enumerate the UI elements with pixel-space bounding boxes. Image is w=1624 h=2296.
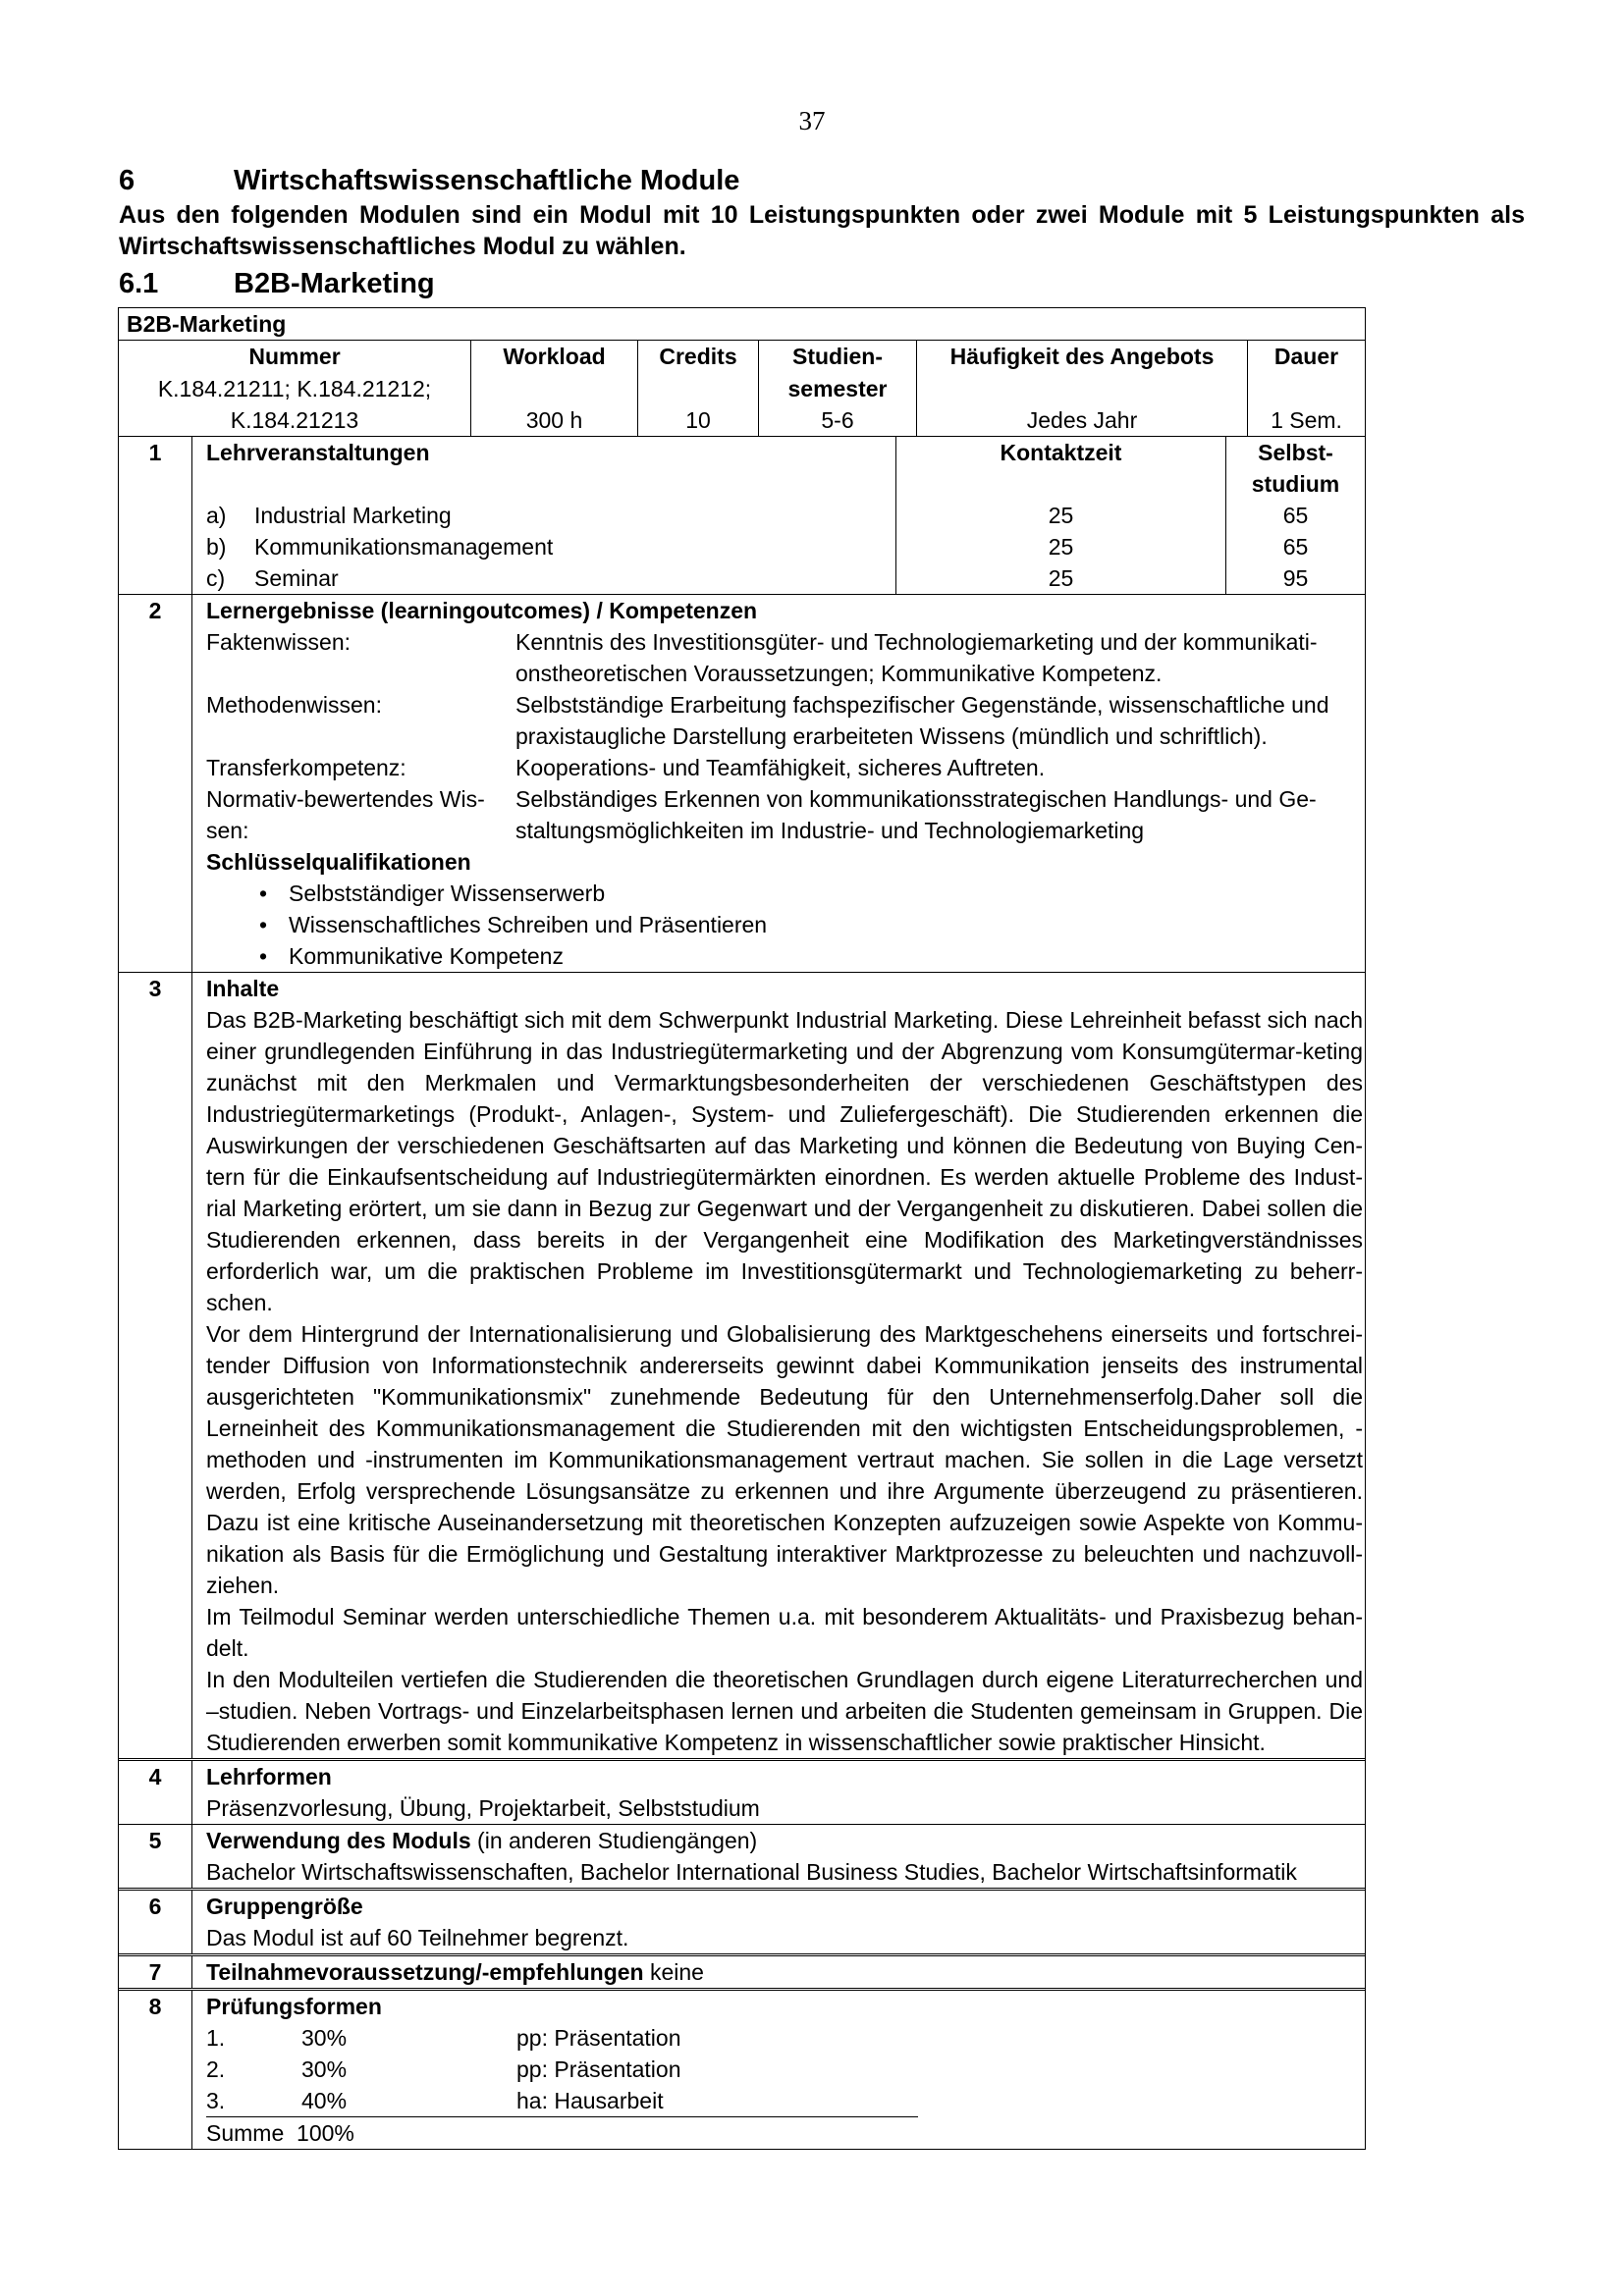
nummer-line1: K.184.21211; K.184.21212;: [157, 375, 432, 401]
sum-label: Summe: [206, 2120, 285, 2146]
duration-label: Dauer: [1273, 344, 1339, 369]
course-item: [206, 500, 895, 531]
table-title: B2B-Marketing: [127, 311, 287, 337]
contents-paragraph: In den Modulteilen vertiefen die Studierenden die theoretischen Grundlagen durch eigene Literaturrecherchen und –studien. Neben Vortrags- und Einzelarbeitsphasen lernen und arbeiten die Studenten gemeinsam in Gruppen. Die Studierenden erwerben somit kommunikative Kompetenz in wissenschaftlicher sowie praktischer Hinsicht.: [206, 1667, 1363, 1755]
course-item: [206, 562, 895, 594]
section-row-8: [119, 1988, 1365, 2149]
subsection-heading: [119, 268, 435, 300]
exam-percent: 40%: [301, 2088, 348, 2113]
contents-paragraph: Im Teilmodul Seminar werden unterschiedliche Themen u.a. mit besonderem Aktualitäts- und Praxisbezug behan-delt.: [206, 1604, 1363, 1661]
subsection-number: 6.1: [119, 268, 159, 299]
usage-title-suffix: (in anderen Studiengängen): [470, 1828, 758, 1853]
courses-title: Lehrveranstaltungen: [206, 440, 430, 465]
subsection-title: B2B-Marketing: [234, 268, 435, 299]
list-item: • Kommunikative Kompetenz: [259, 940, 1365, 972]
contents-title: Inhalte: [206, 976, 280, 1001]
usage-title: Verwendung des Moduls: [206, 1828, 471, 1853]
exam-item: [206, 2022, 915, 2054]
course-item: [206, 531, 895, 562]
course-name: Kommunikationsmanagement: [254, 534, 554, 560]
nummer-label: Nummer: [248, 344, 341, 369]
prerequisites-title: Teilnahmevoraussetzung/-empfehlungen: [206, 1959, 644, 1985]
row-number: 5: [119, 1825, 192, 1888]
contact-time-value: 25: [1048, 534, 1074, 560]
row-number: 2: [119, 595, 192, 972]
credits-label: Credits: [659, 344, 737, 369]
exam-item: [206, 2054, 915, 2085]
frequency-value: Jedes Jahr: [1026, 407, 1138, 433]
contact-time-value: 25: [1048, 503, 1074, 528]
key-qualifications-title: Schlüsselqualifikationen: [206, 849, 471, 875]
table-title-row: [119, 308, 1365, 340]
outcomes-title: Lernergebnisse (learningoutcomes) / Kompetenzen: [206, 598, 758, 623]
section-row-7: [119, 1953, 1365, 1988]
exam-type: pp: Präsentation: [516, 2025, 681, 2051]
contact-time-value: 25: [1048, 565, 1074, 591]
intro-text: Aus den folgenden Modulen sind ein Modul mit 10 Leistungspunkten oder zwei Module mit 5 Leistungspunkten als Wirtschaftswissenschaftliches Modul zu wählen.: [119, 201, 1525, 260]
nummer-line2: K.184.21213: [230, 407, 359, 433]
competence-text: Selbstständige Erarbeitung fachspezifischer Gegenstände, wissenschaftliche und: [515, 692, 1329, 718]
course-letter: c): [206, 565, 226, 591]
competence-text: Kenntnis des Investitionsgüter- und Technologiemarketing und der kommunikati-: [515, 629, 1318, 655]
semester-cell: [759, 341, 917, 436]
group-size-text: Das Modul ist auf 60 Teilnehmer begrenzt.: [206, 1925, 629, 1950]
self-study-value: 65: [1282, 534, 1309, 560]
row-number: 8: [119, 1991, 192, 2149]
group-size-title: Gruppengröße: [206, 1894, 363, 1919]
section-row-1: [119, 436, 1365, 594]
competence-label: Methodenwissen:: [206, 692, 382, 718]
contact-time-label: Kontaktzeit: [1000, 440, 1122, 465]
exam-number: 1.: [206, 2025, 226, 2051]
usage-text: Bachelor Wirtschaftswissenschaften, Bachelor International Business Studies, Bachelor Wirtschaftsinformatik: [206, 1859, 1297, 1885]
row-number: 6: [119, 1891, 192, 1953]
course-letter: b): [206, 534, 227, 560]
list-item: • Selbstständiger Wissenserwerb: [259, 878, 1365, 909]
semester-label-2: semester: [787, 375, 888, 401]
course-name: Seminar: [254, 565, 339, 591]
self-study-label-2: studium: [1251, 471, 1340, 497]
section-row-5: [119, 1824, 1365, 1888]
credits-value: 10: [685, 407, 711, 433]
key-qualifications-list: [206, 878, 1365, 972]
competence-text: praxistaugliche Darstellung erarbeiteten Wissens (mündlich und schriftlich).: [515, 723, 1268, 749]
competence-methodenwissen: [206, 689, 1365, 752]
contents-paragraph: Das B2B-Marketing beschäftigt sich mit dem Schwerpunkt Industrial Marketing. Diese Lehreinheit befasst sich nach einer grundlegenden Einführung in das Industriegütermarketing und der Abgrenzung vom Konsumgütermar-keting zunächst mit den Merkmalen und Vermarktungsbesonderheiten der verschiedenen Geschäftstypen des Industriegütermarketings (Produkt-, Anlagen-, System- und Zuliefergeschäft). Die Studierenden erkennen die Auswirkungen der verschiedenen Geschäftsarten auf das Marketing und können die Bedeutung von Buying Cen-tern für die Einkaufsentscheidung auf Industriegütermärkten einordnen. Es werden aktuelle Probleme des Indust-rial Marketing erörtert, um sie dann in Bezug zur Gegenwart und der Vergangenheit zu diskutieren. Dabei sollen die Studierenden erkennen, dass bereits in der Vergangenheit eine Modifikation des Marketingverständnisses erforderlich war, um die praktischen Probleme im Investitionsgütermarkt und Technologiemarketing zu beherr-schen.: [206, 1007, 1363, 1315]
exam-forms-title: Prüfungsformen: [206, 1994, 382, 2019]
exam-percent: 30%: [301, 2025, 348, 2051]
self-study-value: 65: [1282, 503, 1309, 528]
exam-type: pp: Präsentation: [516, 2056, 681, 2082]
competence-text: Kooperations- und Teamfähigkeit, sicheres Auftreten.: [515, 755, 1046, 780]
semester-label-1: Studien-: [792, 344, 883, 369]
section-title: Wirtschaftswissenschaftliche Module: [234, 165, 740, 196]
frequency-cell: [917, 341, 1248, 436]
competence-label: Transferkompetenz:: [206, 755, 406, 780]
workload-label: Workload: [503, 344, 606, 369]
competence-transfer: [206, 752, 1365, 783]
section-row-6: [119, 1888, 1365, 1953]
section-row-2: [119, 594, 1365, 972]
section-heading: [119, 165, 739, 197]
competence-label: sen:: [206, 818, 249, 843]
row-number: 1: [119, 437, 192, 594]
teaching-forms-title: Lehrformen: [206, 1764, 332, 1789]
competence-text: Selbständiges Erkennen von kommunikationsstrategischen Handlungs- und Ge-: [515, 786, 1317, 812]
section-row-3: [119, 972, 1365, 1758]
competence-normativ: [206, 783, 1365, 846]
exam-number: 2.: [206, 2056, 226, 2082]
exam-percent: 30%: [301, 2056, 348, 2082]
competence-faktenwissen: [206, 626, 1365, 689]
exam-type: ha: Hausarbeit: [516, 2088, 664, 2113]
exam-sum: [206, 2117, 1365, 2149]
exam-item: [206, 2085, 915, 2116]
semester-value: 5-6: [821, 407, 854, 433]
row-number: 3: [119, 973, 192, 1758]
self-study-label-1: Selbst-: [1258, 440, 1333, 465]
header-row: [119, 340, 1365, 436]
frequency-label: Häufigkeit des Angebots: [949, 344, 1215, 369]
page-number: 37: [798, 106, 826, 135]
competence-text: onstheoretischen Voraussetzungen; Kommunikative Kompetenz.: [515, 661, 1163, 686]
list-item: • Wissenschaftliches Schreiben und Präsentieren: [259, 909, 1365, 940]
prerequisites-text: keine: [643, 1959, 704, 1985]
teaching-forms-text: Präsenzvorlesung, Übung, Projektarbeit, Selbststudium: [206, 1795, 760, 1821]
duration-cell: [1248, 341, 1365, 436]
course-letter: a): [206, 503, 227, 528]
competence-label: Normativ-bewertendes Wis-: [206, 786, 485, 812]
workload-value: 300 h: [525, 407, 583, 433]
competence-label: Faktenwissen:: [206, 629, 352, 655]
self-study-value: 95: [1282, 565, 1309, 591]
workload-cell: [471, 341, 638, 436]
module-table: [118, 307, 1366, 2150]
sum-value: 100%: [297, 2120, 354, 2146]
duration-value: 1 Sem.: [1271, 407, 1342, 433]
section-row-4: [119, 1758, 1365, 1824]
course-name: Industrial Marketing: [254, 503, 452, 528]
section-number: 6: [119, 165, 135, 196]
row-number: 7: [119, 1956, 192, 1988]
exam-number: 3.: [206, 2088, 226, 2113]
row-number: 4: [119, 1761, 192, 1824]
competence-text: staltungsmöglichkeiten im Industrie- und Technologiemarketing: [515, 818, 1145, 843]
contents-paragraph: Vor dem Hintergrund der Internationalisierung und Globalisierung des Marktgeschehens einerseits und fortschrei-tender Diffusion von Informationstechnik andererseits gewinnt dabei Kommunikation jenseits des instrumental ausgerichteten "Kommunikationsmix" zunehmende Bedeutung für den Unternehmenserfolg.Daher soll die Lerneinheit des Kommunikationsmanagement die Studierenden mit den wichtigsten Entscheidungsproblemen, -methoden und -instrumenten im Kommunikationsmanagement vertraut machen. Sie sollen in die Lage versetzt werden, Erfolg versprechende Lösungsansätze zu erkennen und ihre Argumente überzeugend zu präsentieren. Dazu ist eine kritische Auseinandersetzung mit theoretischen Konzepten aufzuzeigen sowie Aspekte von Kommu-nikation als Basis für die Ermöglichung und Gestaltung interaktiver Marktprozesse zu beleuchten und nachzuvoll-ziehen.: [206, 1321, 1363, 1598]
credits-cell: [638, 341, 759, 436]
nummer-cell: [119, 341, 471, 436]
